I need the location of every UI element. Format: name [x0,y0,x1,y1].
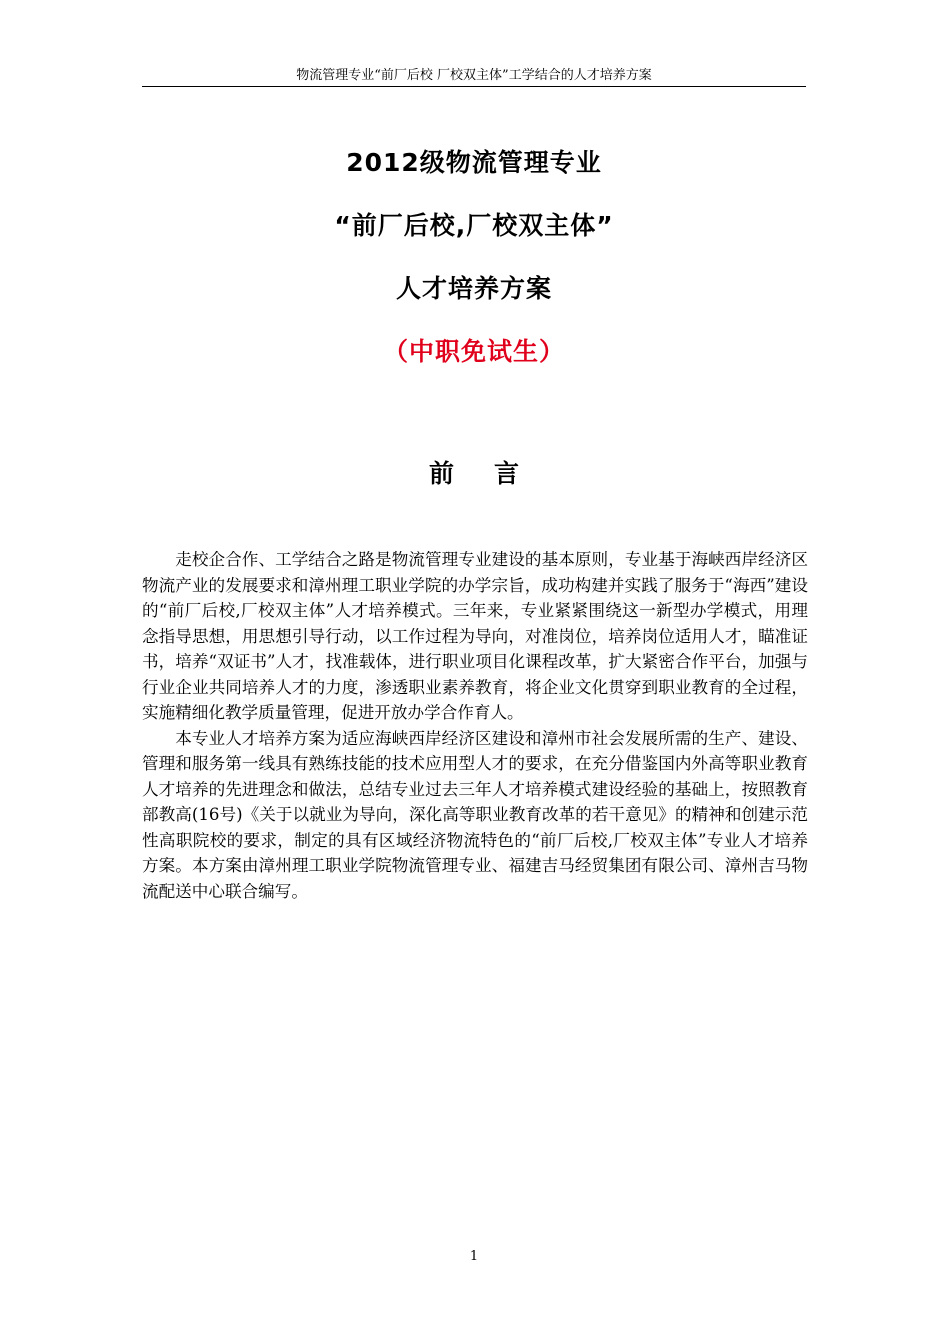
preface-paragraph-1: 走校企合作、工学结合之路是物流管理专业建设的基本原则，专业基于海峡西岸经济区物流产业的发展要求和漳州理工职业学院的办学宗旨，成功构建并实践了服务于“海西”建设的“前厂后校,厂校双主体”人才培养模式。三年来，专业紧紧围绕这一新型办学模式，用理念指导思想，用思想引导行动，以工作过程为导向，对准岗位，培养岗位适用人才，瞄准证书，培养“双证书”人才，找准载体，进行职业项目化课程改革，扩大紧密合作平台，加强与行业企业共同培养人才的力度，渗透职业素养教育，将企业文化贯穿到职业教育的全过程，实施精细化教学质量管理，促进开放办学合作育人。 [142,550,808,722]
title-line-2: “前厂后校,厂校双主体” [334,211,614,240]
preface-heading-char-1: 前 [428,459,454,488]
preface-heading-char-2: 言 [494,459,520,488]
preface-heading [142,458,806,490]
title-subtitle: （中职免试生） [382,337,565,366]
page-number: 1 [469,1249,479,1264]
title-line-1: 2012级物流管理专业 [346,148,602,177]
preface-body [142,547,808,904]
preface-paragraph-2: 本专业人才培养方案为适应海峡西岸经济区建设和漳州市社会发展所需的生产、建设、管理和服务第一线具有熟练技能的技术应用型人才的要求，在充分借鉴国内外高等职业教育人才培养的先进理念和做法，总结专业过去三年人才培养模式建设经验的基础上，按照教育部教高(16号)《关于以就业为导向，深化高等职业教育改革的若干意见》的精神和创建示范性高职院校的要求，制定的具有区域经济物流特色的“前厂后校,厂校双主体”专业人才培养方案。本方案由漳州理工职业学院物流管理专业、福建吉马经贸集团有限公司、漳州吉马物流配送中心联合编写。 [142,728,808,901]
title-line-3: 人才培养方案 [395,274,552,303]
running-header: 物流管理专业“前厂后校 厂校双主体”工学结合的人才培养方案 [142,66,806,87]
